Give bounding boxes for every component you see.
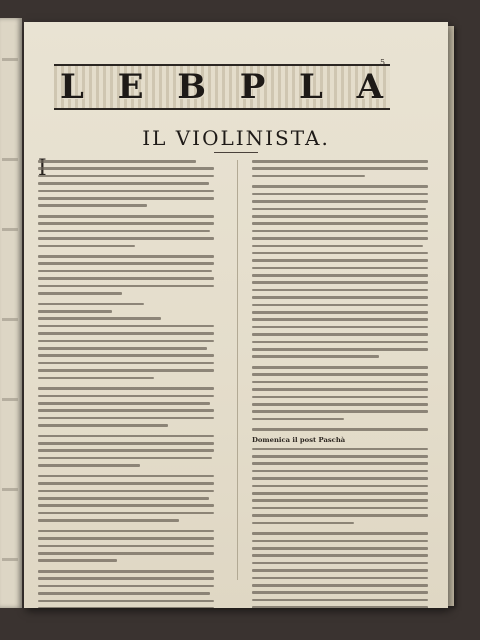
masthead-letter: L — [60, 67, 85, 107]
paragraph — [252, 428, 428, 524]
masthead-letter: E — [117, 67, 145, 107]
masthead-letter: L — [298, 67, 324, 107]
article-title: IL VIOLINISTA. — [142, 126, 330, 150]
paragraph — [38, 530, 214, 562]
document-page — [24, 22, 448, 608]
paragraph — [38, 570, 214, 608]
paragraph — [38, 255, 214, 295]
page-stack-edge — [448, 26, 454, 606]
masthead-letter: B — [177, 67, 207, 107]
paragraph — [38, 387, 214, 427]
text-column-right — [252, 160, 428, 580]
page-number: 5 — [380, 58, 386, 67]
paragraph — [252, 366, 428, 420]
bottom-margin — [24, 608, 454, 640]
previous-page-edge — [0, 18, 22, 608]
masthead-banner — [54, 64, 390, 110]
paragraph — [38, 160, 214, 207]
title-rule — [214, 152, 258, 153]
paragraph — [252, 160, 428, 177]
paragraph — [38, 475, 214, 522]
paragraph — [252, 532, 428, 608]
column-separator — [237, 160, 238, 580]
text-column-left — [38, 160, 214, 580]
paragraph — [38, 215, 214, 247]
highlighted-text: Domenica il post Paschà — [252, 435, 346, 444]
paragraph — [252, 185, 428, 358]
paragraph — [38, 435, 214, 467]
masthead-letter: A — [356, 67, 384, 107]
masthead-letter: P — [239, 67, 267, 107]
paragraph — [38, 303, 214, 380]
